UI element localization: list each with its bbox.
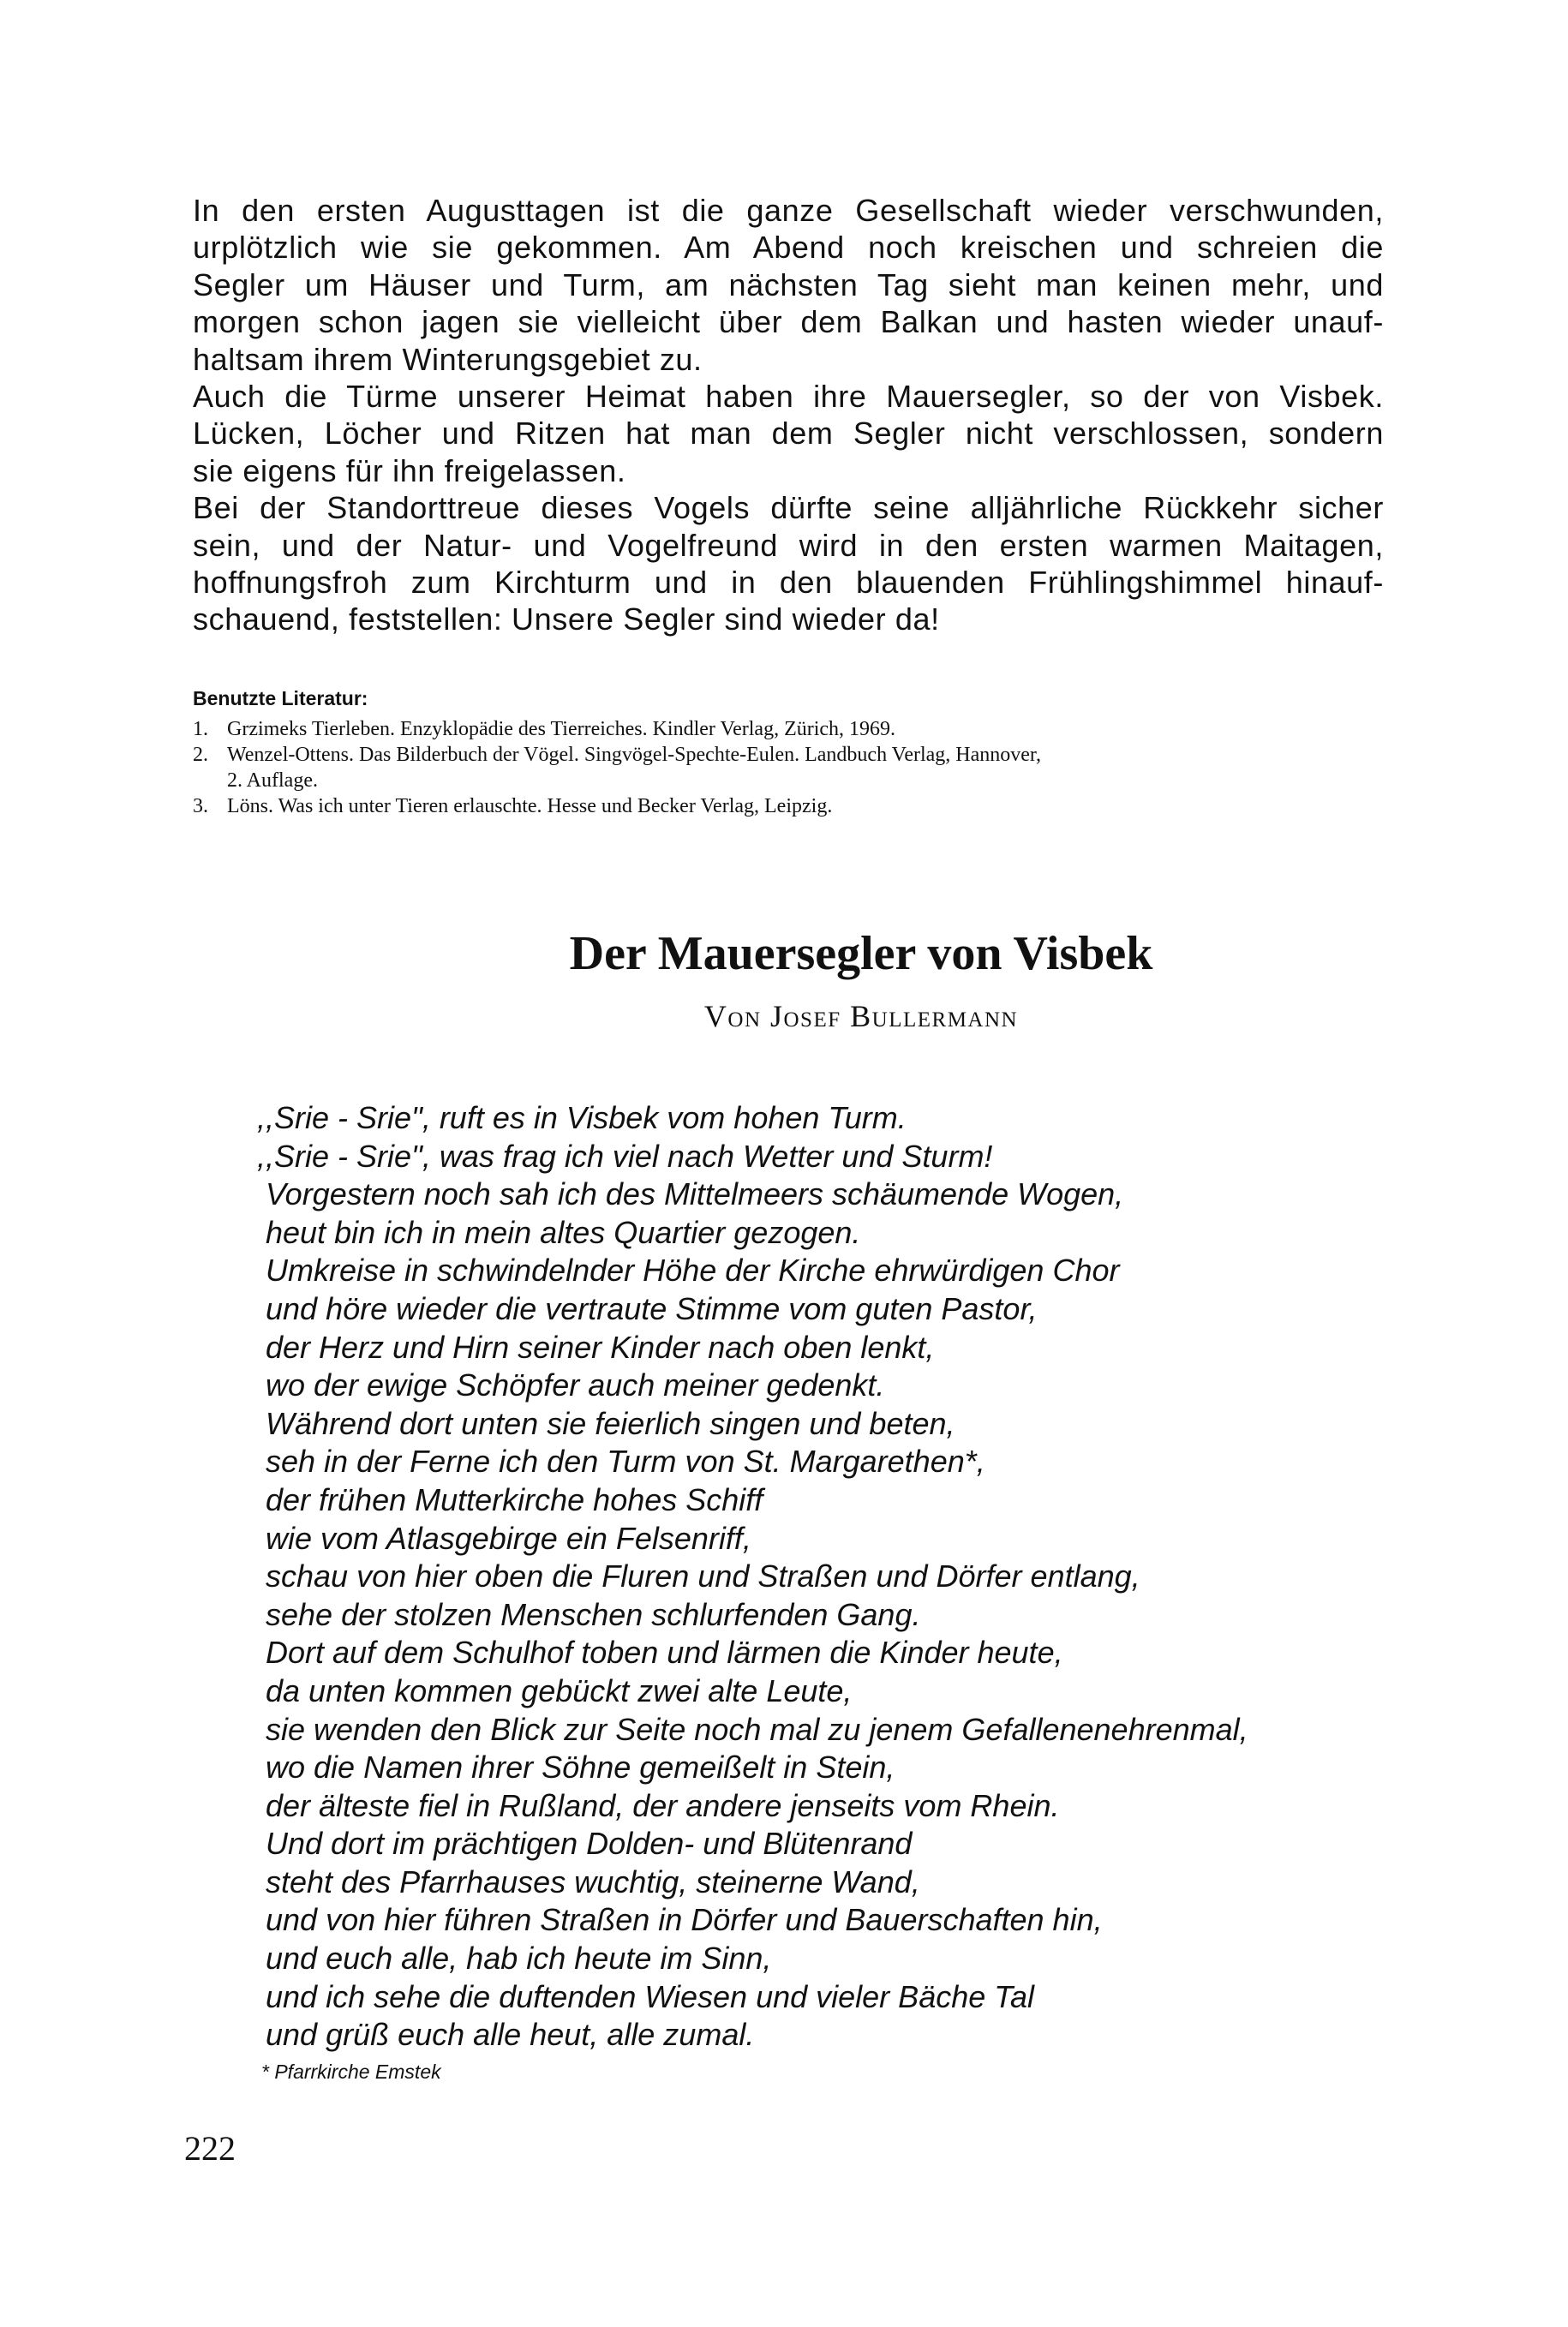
body-line: sein, und der Natur- und Vogelfreund wird in den ersten warmen Maitagen, <box>193 527 1384 563</box>
poem-line: schau von hier oben die Fluren und Straßen und Dörfer entlang, <box>266 1558 1140 1594</box>
body-line: hoffnungsfroh zum Kirchturm und in den blauenden Frühlingshimmel hinauf- <box>193 565 1384 601</box>
poem-line: Dort auf dem Schulhof toben und lärmen die Kinder heute, <box>266 1635 1063 1671</box>
poem-line: Und dort im prächtigen Dolden- und Blütenrand <box>266 1826 913 1862</box>
poem-line: seh in der Ferne ich den Turm von St. Margarethen*, <box>266 1444 985 1480</box>
references <box>193 685 1384 819</box>
references-heading: Benutzte Literatur: <box>193 687 368 709</box>
reference-continuation: 2. Auflage. <box>227 769 318 792</box>
poem-line: Umkreise in schwindelnder Höhe der Kirche ehrwürdigen Chor <box>266 1253 1120 1289</box>
poem <box>257 1099 1422 2055</box>
poem-line: Während dort unten sie feierlich singen und beten, <box>266 1405 955 1441</box>
poem-line: Vorgestern noch sah ich des Mittelmeers schäumende Wogen, <box>266 1176 1124 1212</box>
reference-item <box>193 742 1384 768</box>
body-line: haltsam ihrem Winterungsgebiet zu. <box>193 341 703 377</box>
body-line: In den ersten Augusttagen ist die ganze Gesellschaft wieder verschwunden, <box>193 193 1384 228</box>
poem-line: und euch alle, hab ich heute im Sinn, <box>266 1941 772 1977</box>
reference-number: 1. <box>193 718 208 740</box>
poem-line: und ich sehe die duftenden Wiesen und vieler Bäche Tal <box>266 1978 1034 2014</box>
body-text <box>193 192 1384 638</box>
poem-line: sie wenden den Blick zur Seite noch mal zu jenem Gefallenenehrenmal, <box>266 1711 1248 1747</box>
poem-line: ,,Srie - Srie", was frag ich viel nach Wetter und Sturm! <box>257 1138 993 1174</box>
poem-line: wo der ewige Schöpfer auch meiner gedenkt. <box>266 1367 885 1403</box>
body-line: sie eigens für ihn freigelassen. <box>193 452 626 488</box>
poem-line: wo die Namen ihrer Söhne gemeißelt in Stein, <box>266 1750 895 1786</box>
body-line: schauend, feststellen: Unsere Segler sind wieder da! <box>193 601 940 637</box>
poem-line: steht des Pfarrhauses wuchtig, steinerne Wand, <box>266 1863 920 1899</box>
body-line: Segler um Häuser und Turm, am nächsten Tag sieht man keinen mehr, und <box>193 266 1384 302</box>
reference-text: Löns. Was ich unter Tieren erlauschte. Hesse und Becker Verlag, Leipzig. <box>227 795 833 817</box>
reference-text: Grzimeks Tierleben. Enzyklopädie des Tierreiches. Kindler Verlag, Zürich, 1969. <box>227 718 896 740</box>
poem-line: und von hier führen Straßen in Dörfer und Bauerschaften hin, <box>266 1902 1103 1938</box>
reference-number: 3. <box>193 795 208 817</box>
article-title: Der Mauersegler von Visbek <box>569 927 1153 980</box>
poem-line: der frühen Mutterkirche hohes Schiff <box>266 1481 763 1517</box>
poem-line: heut bin ich in mein altes Quartier gezogen. <box>266 1214 861 1250</box>
body-line: urplötzlich wie sie gekommen. Am Abend noch kreischen und schreien die <box>193 230 1384 266</box>
page-number: 222 <box>184 2129 236 2168</box>
reference-number: 2. <box>193 744 208 766</box>
poem-line: da unten kommen gebückt zwei alte Leute, <box>266 1672 853 1708</box>
body-line: Lücken, Löcher und Ritzen hat man dem Segler nicht verschlossen, sondern <box>193 416 1384 452</box>
body-line: morgen schon jagen sie vielleicht über dem Balkan und hasten wieder unauf- <box>193 304 1384 340</box>
footnote: * Pfarrkirche Emstek <box>261 2061 441 2083</box>
body-line: Auch die Türme unserer Heimat haben ihre Mauersegler, so der von Visbek. <box>193 379 1384 415</box>
poem-line: wie vom Atlasgebirge ein Felsenriff, <box>266 1520 751 1556</box>
poem-line: ,,Srie - Srie", ruft es in Visbek vom hohen Turm. <box>257 1100 907 1135</box>
poem-line: und höre wieder die vertraute Stimme vom guten Pastor, <box>266 1290 1038 1326</box>
reference-item <box>193 716 1384 742</box>
poem-line: sehe der stolzen Menschen schlurfenden Gang. <box>266 1596 921 1632</box>
body-line: Bei der Standorttreue dieses Vogels dürfte seine alljährliche Rückkehr sicher <box>193 490 1384 526</box>
article-author: Von Josef Bullermann <box>703 999 1019 1033</box>
poem-line: der älteste fiel in Rußland, der andere jenseits vom Rhein. <box>266 1787 1060 1823</box>
reference-text: Wenzel-Ottens. Das Bilderbuch der Vögel. Singvögel-Spechte-Eulen. Landbuch Verlag, Hannover, <box>227 744 1041 766</box>
poem-line: und grüß euch alle heut, alle zumal. <box>266 2017 755 2053</box>
poem-line: der Herz und Hirn seiner Kinder nach oben lenkt, <box>266 1329 935 1365</box>
reference-item <box>193 793 1384 819</box>
